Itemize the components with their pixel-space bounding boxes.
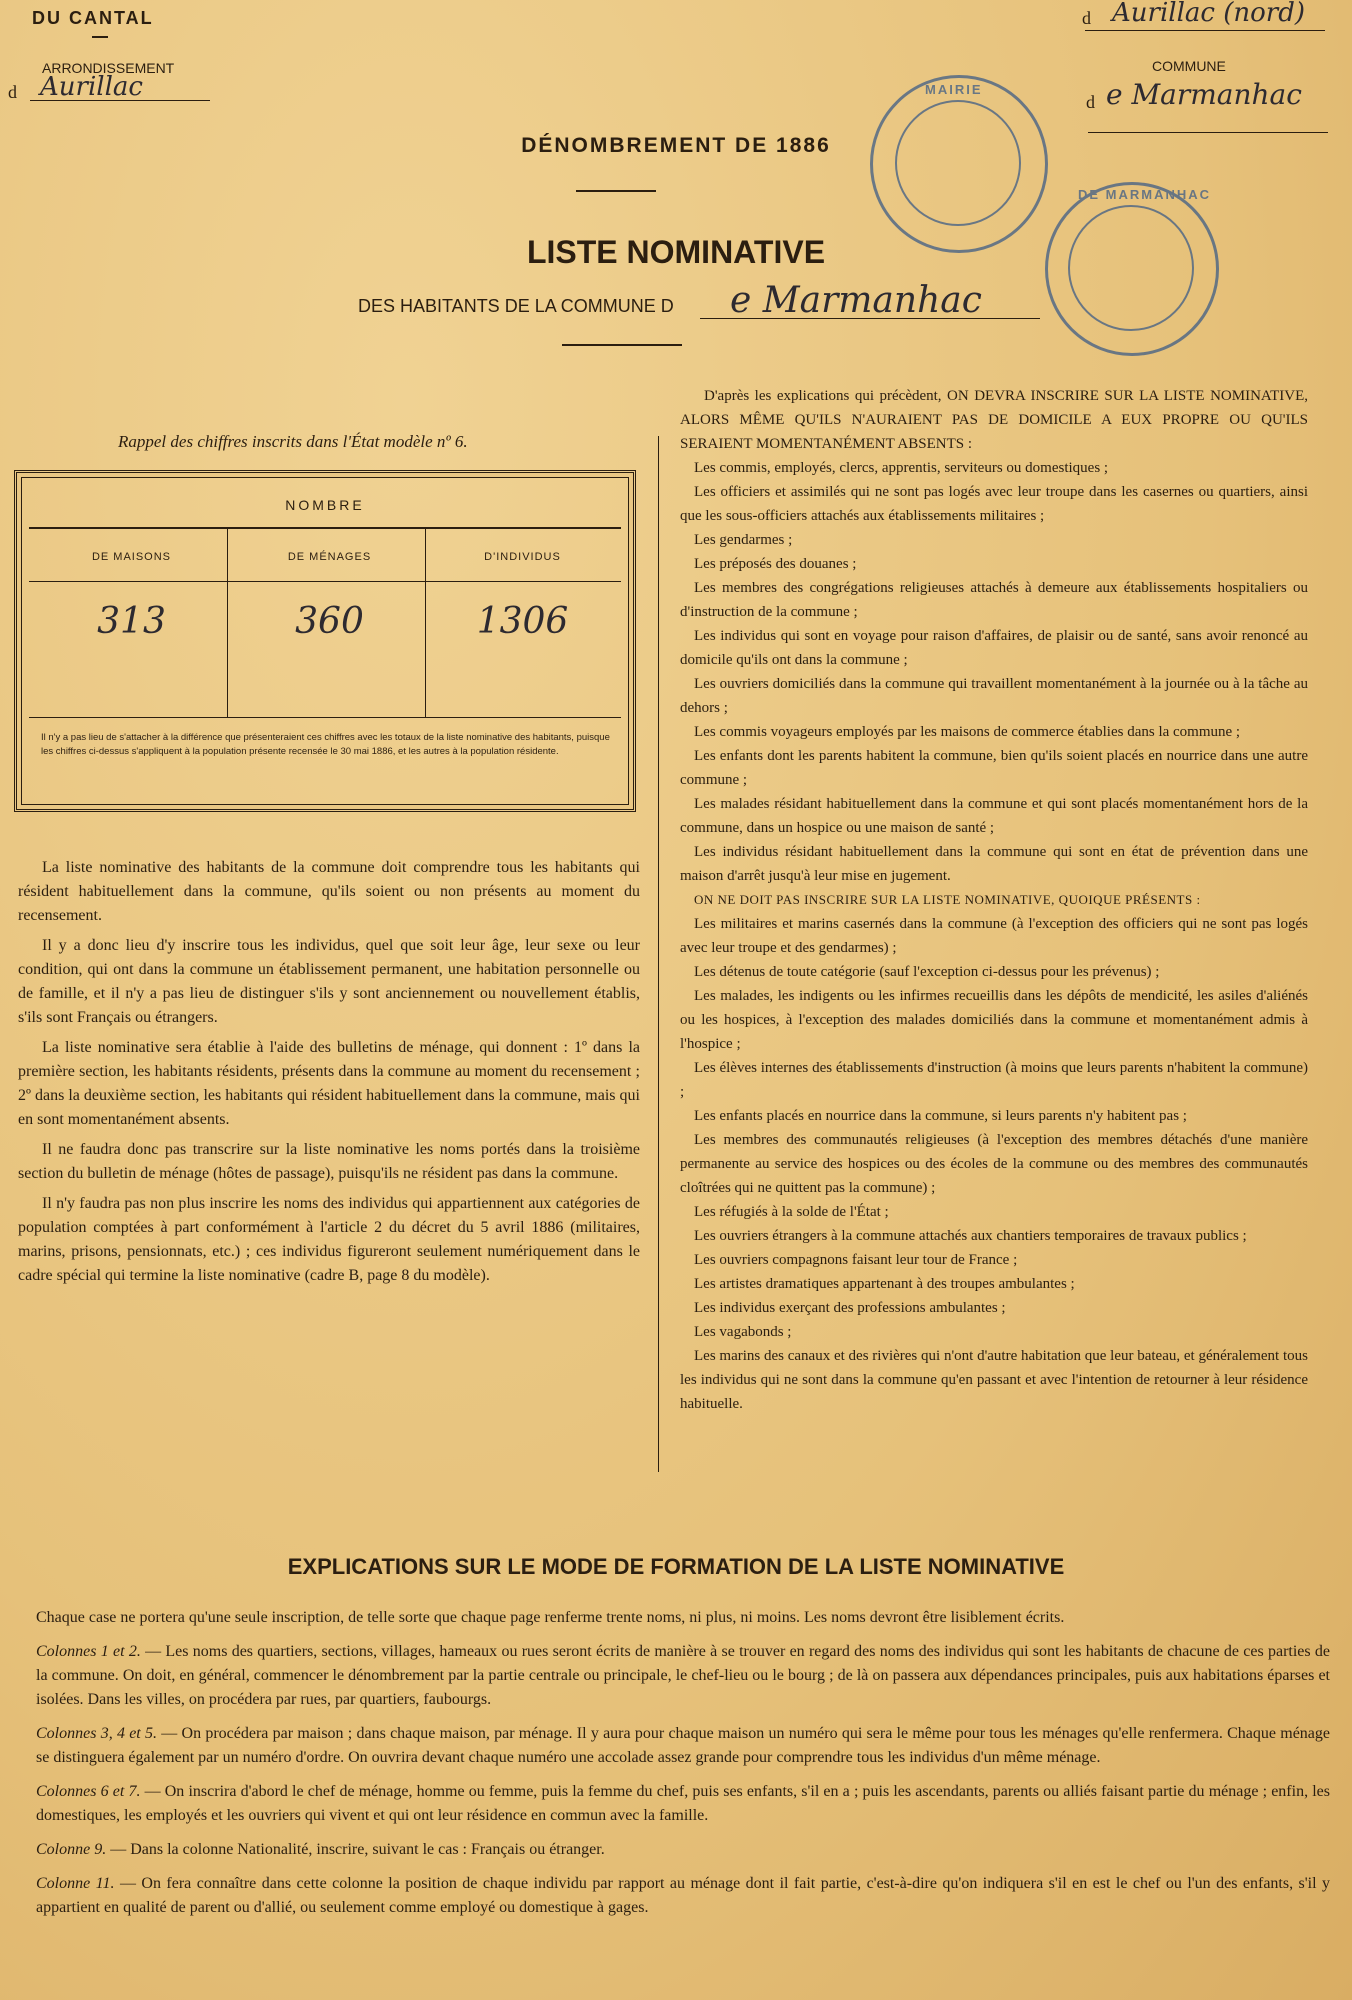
list-item: Les élèves internes des établissements d'instruction (à moins que leurs parents n'habitent la commune) ;: [680, 1060, 1308, 1100]
list-item: Les officiers et assimilés qui ne sont pas logés avec leur troupe dans les casernes ou quartiers, ainsi que les sous-officiers attachés aux établissements militaires ;: [680, 484, 1308, 524]
commune-prefix: d: [1086, 92, 1095, 112]
divider: [29, 717, 621, 718]
explanations-intro: Chaque case ne portera qu'une seule inscription, de telle sorte que chaque page renferme trente noms, ni plus, ni moins. Les noms devront être lisiblement écrits.: [36, 1609, 1065, 1626]
summary-table: [14, 470, 636, 812]
individuals-count: 1306: [476, 601, 569, 642]
summary-caption: Rappel des chiffres inscrits dans l'État modèle nº 6.: [118, 432, 468, 451]
list-item: Les enfants placés en nourrice dans la commune, si leurs parents n'y habitent pas ;: [694, 1108, 1187, 1124]
households-count: 360: [295, 601, 364, 642]
column-header: DE MÉNAGES: [287, 551, 372, 563]
explanation-text: — Dans la colonne Nationalité, inscrire, suivant le cas : Français ou étranger.: [106, 1841, 605, 1858]
explanation-item: [36, 1872, 1330, 1920]
paragraph: Il ne faudra donc pas transcrire sur la liste nominative les noms portés dans la troisième section du bulletin de ménage (hôtes de passage), puisqu'ils ne résident pas dans la commune.: [18, 1141, 640, 1182]
list-item: Les individus qui sont en voyage pour raison d'affaires, de plaisir ou de santé, sans avoir renoncé au domicile qu'ils ont dans la commune ;: [680, 628, 1308, 668]
list-item: Les commis voyageurs employés par les maisons de commerce établies dans la commune ;: [694, 724, 1241, 740]
stamp-text: MAIRIE: [925, 82, 983, 97]
department-name: DU CANTAL: [32, 8, 154, 28]
list-item: Les enfants dont les parents habitent la commune, bien qu'ils soient placés en nourrice dans une autre commune ;: [680, 748, 1308, 788]
column-header: DE MAISONS: [91, 551, 172, 563]
page-title: LISTE NOMINATIVE: [526, 234, 826, 270]
explanations-title: EXPLICATIONS SUR LE MODE DE FORMATION DE LA LISTE NOMINATIVE: [287, 1554, 1065, 1579]
list-item: Les malades résidant habituellement dans la commune et qui sont placés momentanément hors de la commune, dans un hospice ou une maison de santé ;: [680, 796, 1308, 836]
list-item: Les artistes dramatiques appartenant à des troupes ambulantes ;: [694, 1276, 1075, 1292]
canton-underline: [1085, 30, 1325, 31]
census-title: DÉNOMBREMENT DE 1886: [521, 134, 831, 157]
houses-count: 313: [97, 601, 166, 642]
instructions-left: [18, 856, 640, 1294]
stamp-text: DE MARMANHAC: [1078, 187, 1212, 202]
exclude-heading: ON NE DOIT PAS INSCRIRE SUR LA LISTE NOMINATIVE, QUOIQUE PRÉSENTS :: [694, 892, 1201, 907]
list-item: Les individus résidant habituellement dans la commune qui sont en état de prévention dans une maison d'arrêt jusqu'à leur mise en jugement.: [680, 844, 1308, 884]
explanation-item: [36, 1780, 1330, 1828]
list-item: Les marins des canaux et des rivières qui n'ont d'autre habitation que leur bateau, et généralement tous les individus qui ne sont dans la commune qu'en passant et avec l'intention de retourner à leur résidence habituelle.: [680, 1348, 1308, 1412]
arrondissement-prefix: d: [8, 82, 17, 102]
list-item: Les réfugiés à la solde de l'État ;: [694, 1204, 889, 1220]
divider: [29, 527, 621, 529]
explanation-text: — Les noms des quartiers, sections, villages, hameaux ou rues seront écrits de manière à se trouver en regard des noms des individus qui sont les habitants de chacune de ces parties de la commune. On doit, en général, commencer le dénombrement par la partie centrale ou principale, le chef-lieu ou le bourg ; de là on passera aux dépendances principales, puis aux habitations éparses et isolées. Dans les villes, on procédera par rues, par quartiers, faubourgs.: [36, 1643, 1330, 1708]
explanation-text: — On procédera par maison ; dans chaque maison, par ménage. Il y aura pour chaque maison un numéro qui sera le même pour tous les ménages qu'elle renfermera. Chaque ménage se distinguera également par un numéro d'ordre. On ouvrira devant chaque numéro une accolade assez grande pour comprendre tous les individus d'un même ménage.: [36, 1725, 1330, 1766]
column-divider: [658, 436, 659, 1472]
list-item: Les préposés des douanes ;: [694, 556, 857, 572]
list-item: Les ouvriers étrangers à la commune attachés aux chantiers temporaires de travaux publics ;: [694, 1228, 1247, 1244]
paragraph: La liste nominative sera établie à l'aide des bulletins de ménage, qui donnent : 1º dans la première section, les habitants résidents, présents dans la commune au moment du recensement ; 2º dans la deuxième section, les habitants qui résident habituellement dans la commune, mais qui en sont momentanément absents.: [18, 1039, 640, 1128]
list-item: Les malades, les indigents ou les infirmes recueillis dans les dépôts de mendicité, les asiles d'aliénés ou les hospices, à l'exception des malades domiciliés dans la commune et momentanément admis à l'hospice ;: [680, 988, 1308, 1052]
paragraph: Il y a donc lieu d'y inscrire tous les individus, quel que soit leur âge, leur sexe ou leur condition, qui ont dans la commune un établissement permanent, une habitation personnelle ou de famille, et il n'y a pas lieu de distinguer s'ils y sont anciennement ou nouvellement établis, s'ils sont Français ou étrangers.: [18, 937, 640, 1026]
list-item: Les vagabonds ;: [694, 1324, 792, 1340]
list-item: Les détenus de toute catégorie (sauf l'exception ci-dessus pour les prévenus) ;: [694, 964, 1160, 980]
canton-value: Aurillac (nord): [1112, 0, 1305, 28]
explanation-text: — On inscrira d'abord le chef de ménage, homme ou femme, puis la femme du chef, puis ses enfants, s'il en a ; puis les ascendants, parents ou alliés faisant partie du ménage ; enfin, les domestiques, les employés et les ouvriers qui vivent et qui ont leur résidence en commun avec la famille.: [36, 1783, 1330, 1824]
list-item: Les ouvriers domiciliés dans la commune qui travaillent momentanément à la journée ou à la tâche au dehors ;: [680, 676, 1308, 716]
explanation-lead: Colonnes 6 et 7.: [36, 1783, 141, 1800]
explanation-lead: Colonnes 3, 4 et 5.: [36, 1725, 158, 1742]
commune-value: e Marmanhac: [1106, 78, 1302, 111]
explanation-lead: Colonnes 1 et 2.: [36, 1643, 141, 1660]
column-header: D'INDIVIDUS: [484, 551, 561, 563]
commune-name-handwritten: e Marmanhac: [730, 280, 982, 321]
explanation-lead: Colonne 9.: [36, 1841, 107, 1858]
arrondissement-value: Aurillac: [40, 72, 143, 102]
paragraph: Il n'y faudra pas non plus inscrire les noms des individus qui appartiennent aux catégories de population comptées à part conformément à l'article 2 du décret du 5 avril 1886 (militaires, marins, prisons, pensionnats, etc.) ; ces individus figureront seulement numériquement dans le cadre spécial qui termine la liste nominative (cadre B, page 8 du modèle).: [18, 1195, 640, 1284]
list-item: Les militaires et marins casernés dans la commune (à l'exception des officiers qui ne sont pas logés avec leur troupe et des gendarmes) ;: [680, 916, 1308, 956]
canton-prefix: d: [1082, 8, 1091, 28]
summary-note: Il n'y a pas lieu de s'attacher à la différence que présenteraient ces chiffres avec les totaux de la liste nominative des habitants, puisque les chiffres ci-dessus s'appliquent à la population présente recensée le 30 mai 1886, et les autres à la population résidente.: [41, 732, 610, 757]
ornament-divider: [576, 190, 656, 192]
list-item: Les gendarmes ;: [694, 532, 793, 548]
explanation-item: [36, 1640, 1330, 1712]
ornament-divider: [562, 344, 682, 346]
explanation-item: [36, 1838, 1330, 1862]
list-item: Les ouvriers compagnons faisant leur tour de France ;: [694, 1252, 1018, 1268]
divider: [92, 36, 108, 38]
arrondissement-label: ARRONDISSEMENT: [42, 60, 175, 76]
arrondissement-underline: [30, 100, 210, 101]
explanations-body: [36, 1606, 1330, 1930]
commune-underline: [1088, 132, 1328, 133]
mairie-stamp: [870, 75, 1048, 253]
instructions-right: [680, 384, 1308, 1416]
subtitle-underline: [700, 318, 1040, 319]
divider: [29, 581, 621, 582]
summary-heading: NOMBRE: [285, 497, 365, 513]
list-item: Les commis, employés, clercs, apprentis, serviteurs ou domestiques ;: [694, 460, 1109, 476]
explanation-text: — On fera connaître dans cette colonne la position de chaque individu par rapport au ménage dont il fait partie, c'est-à-dire qu'on indiquera s'il en est le chef ou l'un des enfants, s'il y appartient en qualité de parent ou d'allié, ou seulement comme employé ou domestique à gages.: [36, 1875, 1331, 1916]
page-subtitle: DES HABITANTS DE LA COMMUNE D: [358, 296, 674, 316]
paragraph: La liste nominative des habitants de la commune doit comprendre tous les habitants qui résident habituellement dans la commune, qu'ils soient ou non présents au moment du recensement.: [18, 859, 640, 924]
list-item: Les membres des congrégations religieuses attachés à demeure aux établissements hospitaliers ou d'instruction de la commune ;: [680, 580, 1308, 620]
commune-label: COMMUNE: [1152, 58, 1226, 74]
explanation-lead: Colonne 11.: [36, 1875, 115, 1892]
list-item: Les membres des communautés religieuses (à l'exception des membres détachés d'une manière permanente au service des hospices ou des écoles de la commune ou des membres des communautés cloîtrées qui ne quittent pas la commune) ;: [680, 1132, 1308, 1196]
explanation-item: [36, 1722, 1330, 1770]
list-item: Les individus exerçant des professions ambulantes ;: [694, 1300, 1006, 1316]
include-intro: D'après les explications qui précèdent, ON DEVRA INSCRIRE SUR LA LISTE NOMINATIVE, ALORS MÊME QU'ILS N'AURAIENT PAS DE DOMICILE A EUX PROPRE OU QU'ILS SERAIENT MOMENTANÉMENT ABSENTS :: [680, 388, 1308, 452]
